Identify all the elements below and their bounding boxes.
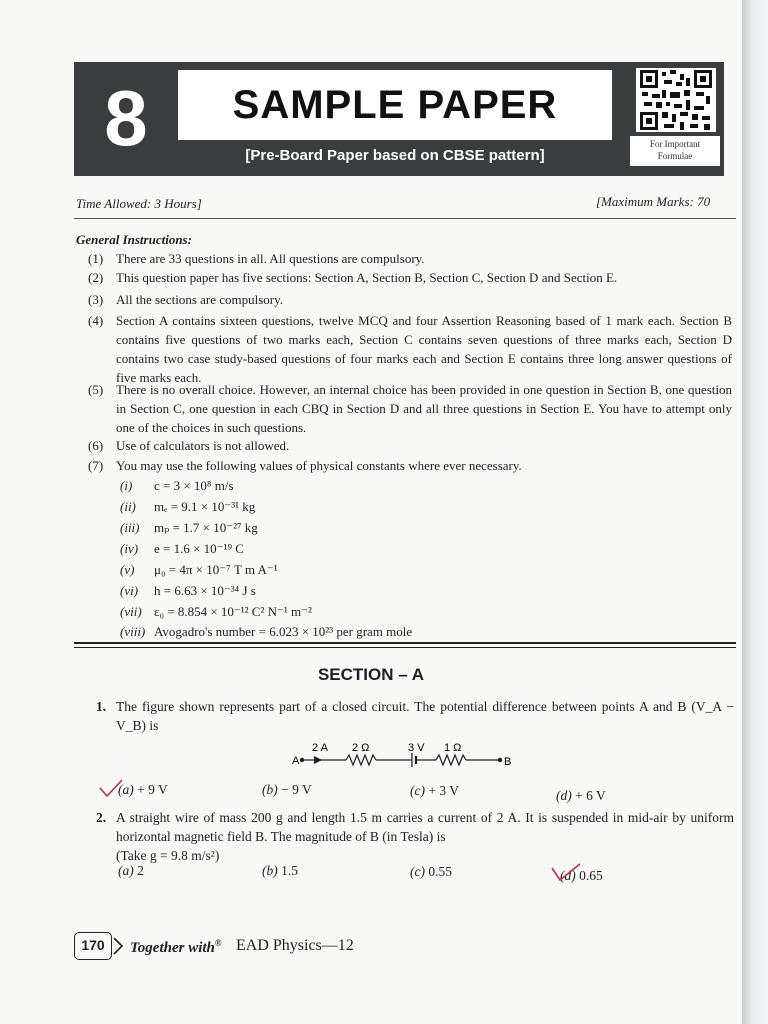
- instruction-text: There is no overall choice. However, an internal choice has been provided in one question in Section B, one question in Section C, one question in each CBQ in Section D and all three questions in Section E. You have to attempt only one of the choices in such questions.: [116, 382, 732, 435]
- pen-tick-icon: [550, 860, 584, 884]
- brand-text: Together with: [130, 940, 215, 956]
- point-b-label: B: [504, 756, 512, 768]
- instruction-number: (1): [88, 251, 104, 266]
- instruction-text: You may use the following values of physical constants where ever necessary.: [116, 458, 522, 473]
- constant-text: mₚ = 1.7 × 10⁻²⁷ kg: [154, 520, 258, 535]
- option-text: 0.55: [428, 864, 452, 879]
- constant-number: (i): [120, 478, 133, 493]
- q2-option-a: [118, 863, 144, 879]
- maximum-marks: [Maximum Marks: 70: [596, 194, 711, 209]
- title-box: [178, 70, 612, 140]
- qr-code-icon: [636, 68, 716, 132]
- instruction-number: (5): [88, 382, 104, 397]
- page-number: 170: [74, 932, 112, 960]
- option-text: − 9 V: [281, 782, 312, 797]
- constant-item: [120, 539, 244, 559]
- option-text: 0.65: [579, 868, 603, 883]
- battery-label: 3 V: [408, 742, 425, 754]
- constant-text: μ₀ = 4π × 10⁻⁷ T m A⁻¹: [154, 562, 278, 577]
- option-label: (d): [560, 868, 576, 883]
- constant-item: [120, 497, 255, 517]
- divider: [74, 218, 736, 219]
- option-text: + 9 V: [137, 782, 168, 797]
- qr-caption: [630, 136, 720, 166]
- instruction-text: Use of calculators is not allowed.: [116, 438, 290, 453]
- constant-text: ε₀ = 8.854 × 10⁻¹² C² N⁻¹ m⁻²: [154, 604, 312, 619]
- instruction-number: (3): [88, 292, 104, 307]
- constant-number: (v): [120, 562, 135, 577]
- question-number: 2.: [96, 810, 107, 825]
- constant-number: (vii): [120, 604, 142, 619]
- resistor2-label: 1 Ω: [444, 742, 462, 754]
- constant-text: c = 3 × 10⁸ m/s: [154, 478, 234, 493]
- instruction-number: (7): [88, 458, 104, 473]
- constant-number: (viii): [120, 624, 146, 639]
- instruction-text: Section A contains sixteen questions, twelve MCQ and four Assertion Reasoning based of 1 mark each. Section B contains five questions of two marks each, Section C contains seven questions of three marks each, Section D contains two case study-based questions of four marks each and Section E contains three long answer questions of five marks each.: [116, 313, 732, 385]
- question-text: The figure shown represents part of a closed circuit. The potential difference between points A and B (V_A − V_B) is: [116, 699, 734, 733]
- constant-text: Avogadro's number = 6.023 × 10²³ per gram mole: [154, 624, 413, 639]
- constant-item: [120, 581, 256, 601]
- q1-option-b: [262, 782, 312, 798]
- point-b-dot: [498, 758, 502, 762]
- q1-option-c: [410, 783, 459, 799]
- instruction-number: (4): [88, 313, 104, 328]
- book-title: EAD Physics—12: [236, 937, 354, 954]
- instruction-text: There are 33 questions in all. All questions are compulsory.: [116, 251, 425, 266]
- instruction-text: This question paper has five sections: Section A, Section B, Section C, Section D and Section E.: [116, 270, 618, 285]
- q2-option-c: [410, 864, 452, 880]
- current-arrow-icon: [314, 756, 322, 764]
- registered-mark: ®: [214, 938, 222, 948]
- page-subtitle: [Pre-Board Paper based on CBSE pattern]: [245, 147, 545, 164]
- constant-item: [120, 476, 234, 496]
- constant-item: [120, 518, 258, 538]
- constant-item: [120, 560, 278, 580]
- pen-tick-icon: [98, 778, 128, 800]
- chapter-number: 8: [104, 74, 148, 162]
- constant-text: e = 1.6 × 10⁻¹⁹ C: [154, 541, 244, 556]
- option-label: (a): [118, 782, 134, 797]
- question-note: (Take g = 9.8 m/s²): [116, 848, 220, 863]
- section-heading: SECTION – A: [317, 665, 425, 684]
- qr-caption-line1: For Important: [649, 139, 701, 149]
- q2-option-b: [262, 863, 298, 879]
- instructions-heading: General Instructions:: [76, 232, 192, 247]
- option-text: + 6 V: [575, 788, 606, 803]
- qr-caption-line2: Formulae: [657, 151, 693, 161]
- option-label: (a): [118, 863, 134, 878]
- instruction-number: (6): [88, 438, 104, 453]
- constant-number: (vi): [120, 583, 139, 598]
- page-edge: [742, 0, 768, 1024]
- instruction-number: (2): [88, 270, 104, 285]
- time-allowed: Time Allowed: 3 Hours]: [76, 196, 202, 211]
- constant-item: [120, 602, 312, 622]
- question-text: A straight wire of mass 200 g and length 1.5 m carries a current of 2 A. It is suspended in mid-air by uniform horizontal magnetic field B. The magnitude of B (in Tesla) is: [116, 810, 734, 844]
- constant-number: (iii): [120, 520, 140, 535]
- option-label: (c): [410, 783, 425, 798]
- constant-text: h = 6.63 × 10⁻³⁴ J s: [154, 583, 256, 598]
- resistor1-label: 2 Ω: [352, 742, 370, 754]
- option-label: (d): [556, 788, 572, 803]
- question-number: 1.: [96, 699, 107, 714]
- constant-number: (ii): [120, 499, 136, 514]
- option-text: 1.5: [281, 863, 298, 878]
- instruction-text: All the sections are compulsory.: [116, 292, 284, 307]
- point-a-dot: [300, 758, 304, 762]
- brand-logo: [130, 938, 222, 957]
- question-2-note: [116, 846, 516, 865]
- q1-option-d: [556, 788, 606, 804]
- option-label: (c): [410, 864, 425, 879]
- option-text: 2: [137, 863, 144, 878]
- current-label: 2 A: [312, 742, 328, 754]
- constant-item: [120, 622, 412, 642]
- option-text: + 3 V: [428, 783, 459, 798]
- page-title: SAMPLE PAPER: [232, 83, 558, 127]
- constant-number: (iv): [120, 541, 139, 556]
- constant-text: mₑ = 9.1 × 10⁻³¹ kg: [154, 499, 256, 514]
- chevron-right-icon: [112, 936, 126, 956]
- option-label: (b): [262, 782, 278, 797]
- option-label: (b): [262, 863, 278, 878]
- point-a-label: A: [292, 755, 300, 767]
- circuit-diagram: [290, 738, 530, 778]
- header-banner: [74, 62, 724, 176]
- section-divider: [74, 642, 736, 648]
